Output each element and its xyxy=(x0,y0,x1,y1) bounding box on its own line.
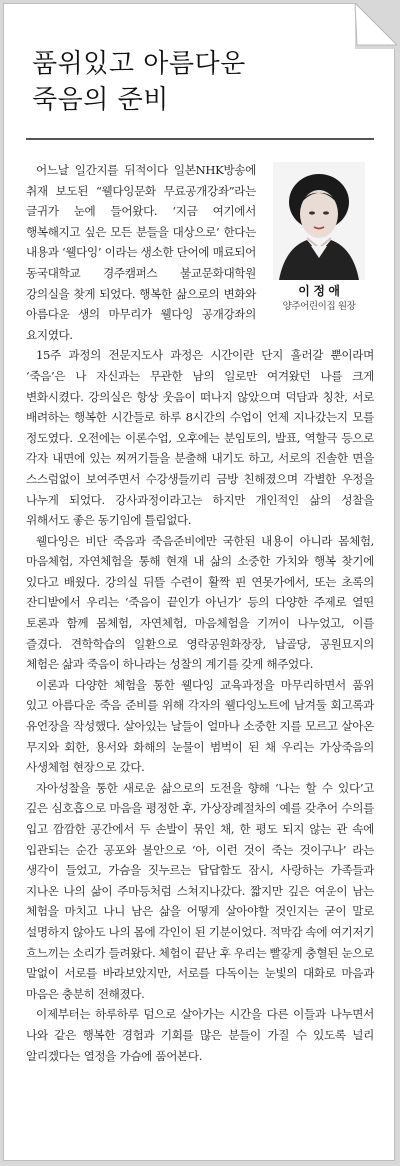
article-paragraph: 자아성찰을 통한 새로운 삶으로의 도전을 향해 ‘나는 할 수 있다’고 깊은 심호흡으로 마음을 평정한 후, 가상장례절차의 예를 갖추어 수의를 입고 깜깜한 공간에서 두 손발이 묶인 채, 한 평도 되지 않는 관 속에 입관되는 순간 공포와 불안으로 ‘아, 이런 것이 죽는 것이구나’ 라는 생각이 들었고, 가슴을 짓누르는 답답함도 잠시, 사랑하는 가족들과 지나온 나의 삶이 주마등처럼 스쳐지나갔다. 짧지만 깊은 여운이 남는 체험을 마치고 나니 남은 삶을 어떻게 살아야할 것인지는 굳이 말로 설명하지 않아도 나의 몸에 각인이 된 기분이었다. 적막감 속에 여기저기 흐느끼는 소리가 들려왔다. 체험이 끝난 후 우리는 빨갛게 충혈된 눈으로 말없이 서로를 바라보았지만, 서로를 다독이는 눈빛의 대화로 마음과 마음은 충분히 전해졌다. xyxy=(26,780,374,1001)
author-byline xyxy=(264,160,374,314)
article-paragraph: 15주 과정의 전문지도사 과정은 시간이란 단지 흘러갈 뿐이라며 ‘죽음’은 나 자신과는 무관한 남의 일로만 여겨왔던 나를 크게 변화시켰다. 강의실은 항상 웃음이 떠나지 않았으며 덕담과 칭찬, 서로 배려하는 행복한 시간들로 하루 8시간의 수업이 언제 지나갔는지 모를 정도였다. 오전에는 이론수업, 오후에는 분임토의, 발표, 역할극 등으로 각자 내면에 있는 찌꺼기들을 분출해 내기도 하고, 서로의 진솔한 면을 스스럼없이 보여주면서 수강생들끼리 금방 친해졌으며 각별한 우정을 나누게 되었다. 강사과정이라고는 하지만 개인적인 삶의 성찰을 위해서도 좋은 동기임에 틀림없다. xyxy=(26,348,374,528)
article-body xyxy=(26,160,374,1066)
article-paragraph: 웰다잉은 비단 죽음과 죽음준비에만 국한된 내용이 아니라 몸체험, 마음체험, 자연체험을 통해 현재 내 삶의 소중한 가치와 행복 찾기에 있다고 배웠다. 강의실 뒤뜰 수련이 활짝 핀 연못가에서, 또는 초록의 잔디밭에서 우리는 ‘죽음이 끝인가 아닌가’ 등의 다양한 주제로 열띤 토론과 함께 몸체험, 자연체험, 마음체험을 기꺼이 나누었고, 이를 즐겼다. 견학학습의 일환으로 영락공원화장장, 납골당, 공원묘지의 체험은 삶과 죽음이 하나라는 성찰의 계기를 갖게 해주었다. xyxy=(26,533,374,672)
article-paragraph: 이제부터는 하루하루 덤으로 살아가는 시간을 다른 이들과 나누면서 나와 같은 행복한 경험과 기회를 많은 분들이 가질 수 있도록 널리 알리겠다는 열정을 가슴에 품어본다. xyxy=(26,1007,374,1063)
article-paragraph: 어느날 일간지를 뒤적이다 일본NHK방송에 취재 보도된 “웰다잉문화 무료공개강좌”라는 글귀가 눈에 들어왔다. ‘지금 여기에서 행복해지고 싶은 모든 분들을 대상으로’ 한다는 내용과 ‘웰다잉’ 이라는 생소한 단어에 매료되어 동국대학교 경주캠퍼스 불교문화대학원 강의실을 찾게 되었다. 행복한 삶으로의 변화와 아름다운 생의 마무리가 웰다잉 공개강좌의 요지였다. xyxy=(26,163,256,342)
article-paragraph: 이론과 다양한 체험을 통한 웰다잉 교육과정을 마무리하면서 품위 있고 아름다운 죽음 준비를 위해 각자의 웰다잉노트에 남겨둘 회고록과 유언장을 작성했다. 살아있는 날들이 얼마나 소중한 지를 모르고 살아온 무지와 회한, 용서와 화해의 눈물이 범벅이 된 채 우리는 가상죽음의 사생체험 현장으로 갔다. xyxy=(26,677,374,775)
article-title xyxy=(32,46,352,118)
article-title-line-1: 품위있고 아름다운 xyxy=(32,49,246,79)
article-title-line-2: 죽음의 준비 xyxy=(32,85,169,115)
title-divider xyxy=(26,138,374,140)
page-curl-icon xyxy=(351,3,397,49)
author-photo xyxy=(273,162,365,280)
author-name: 이 정 애 xyxy=(298,284,340,298)
author-role: 양주어린이집 원장 xyxy=(282,301,356,312)
